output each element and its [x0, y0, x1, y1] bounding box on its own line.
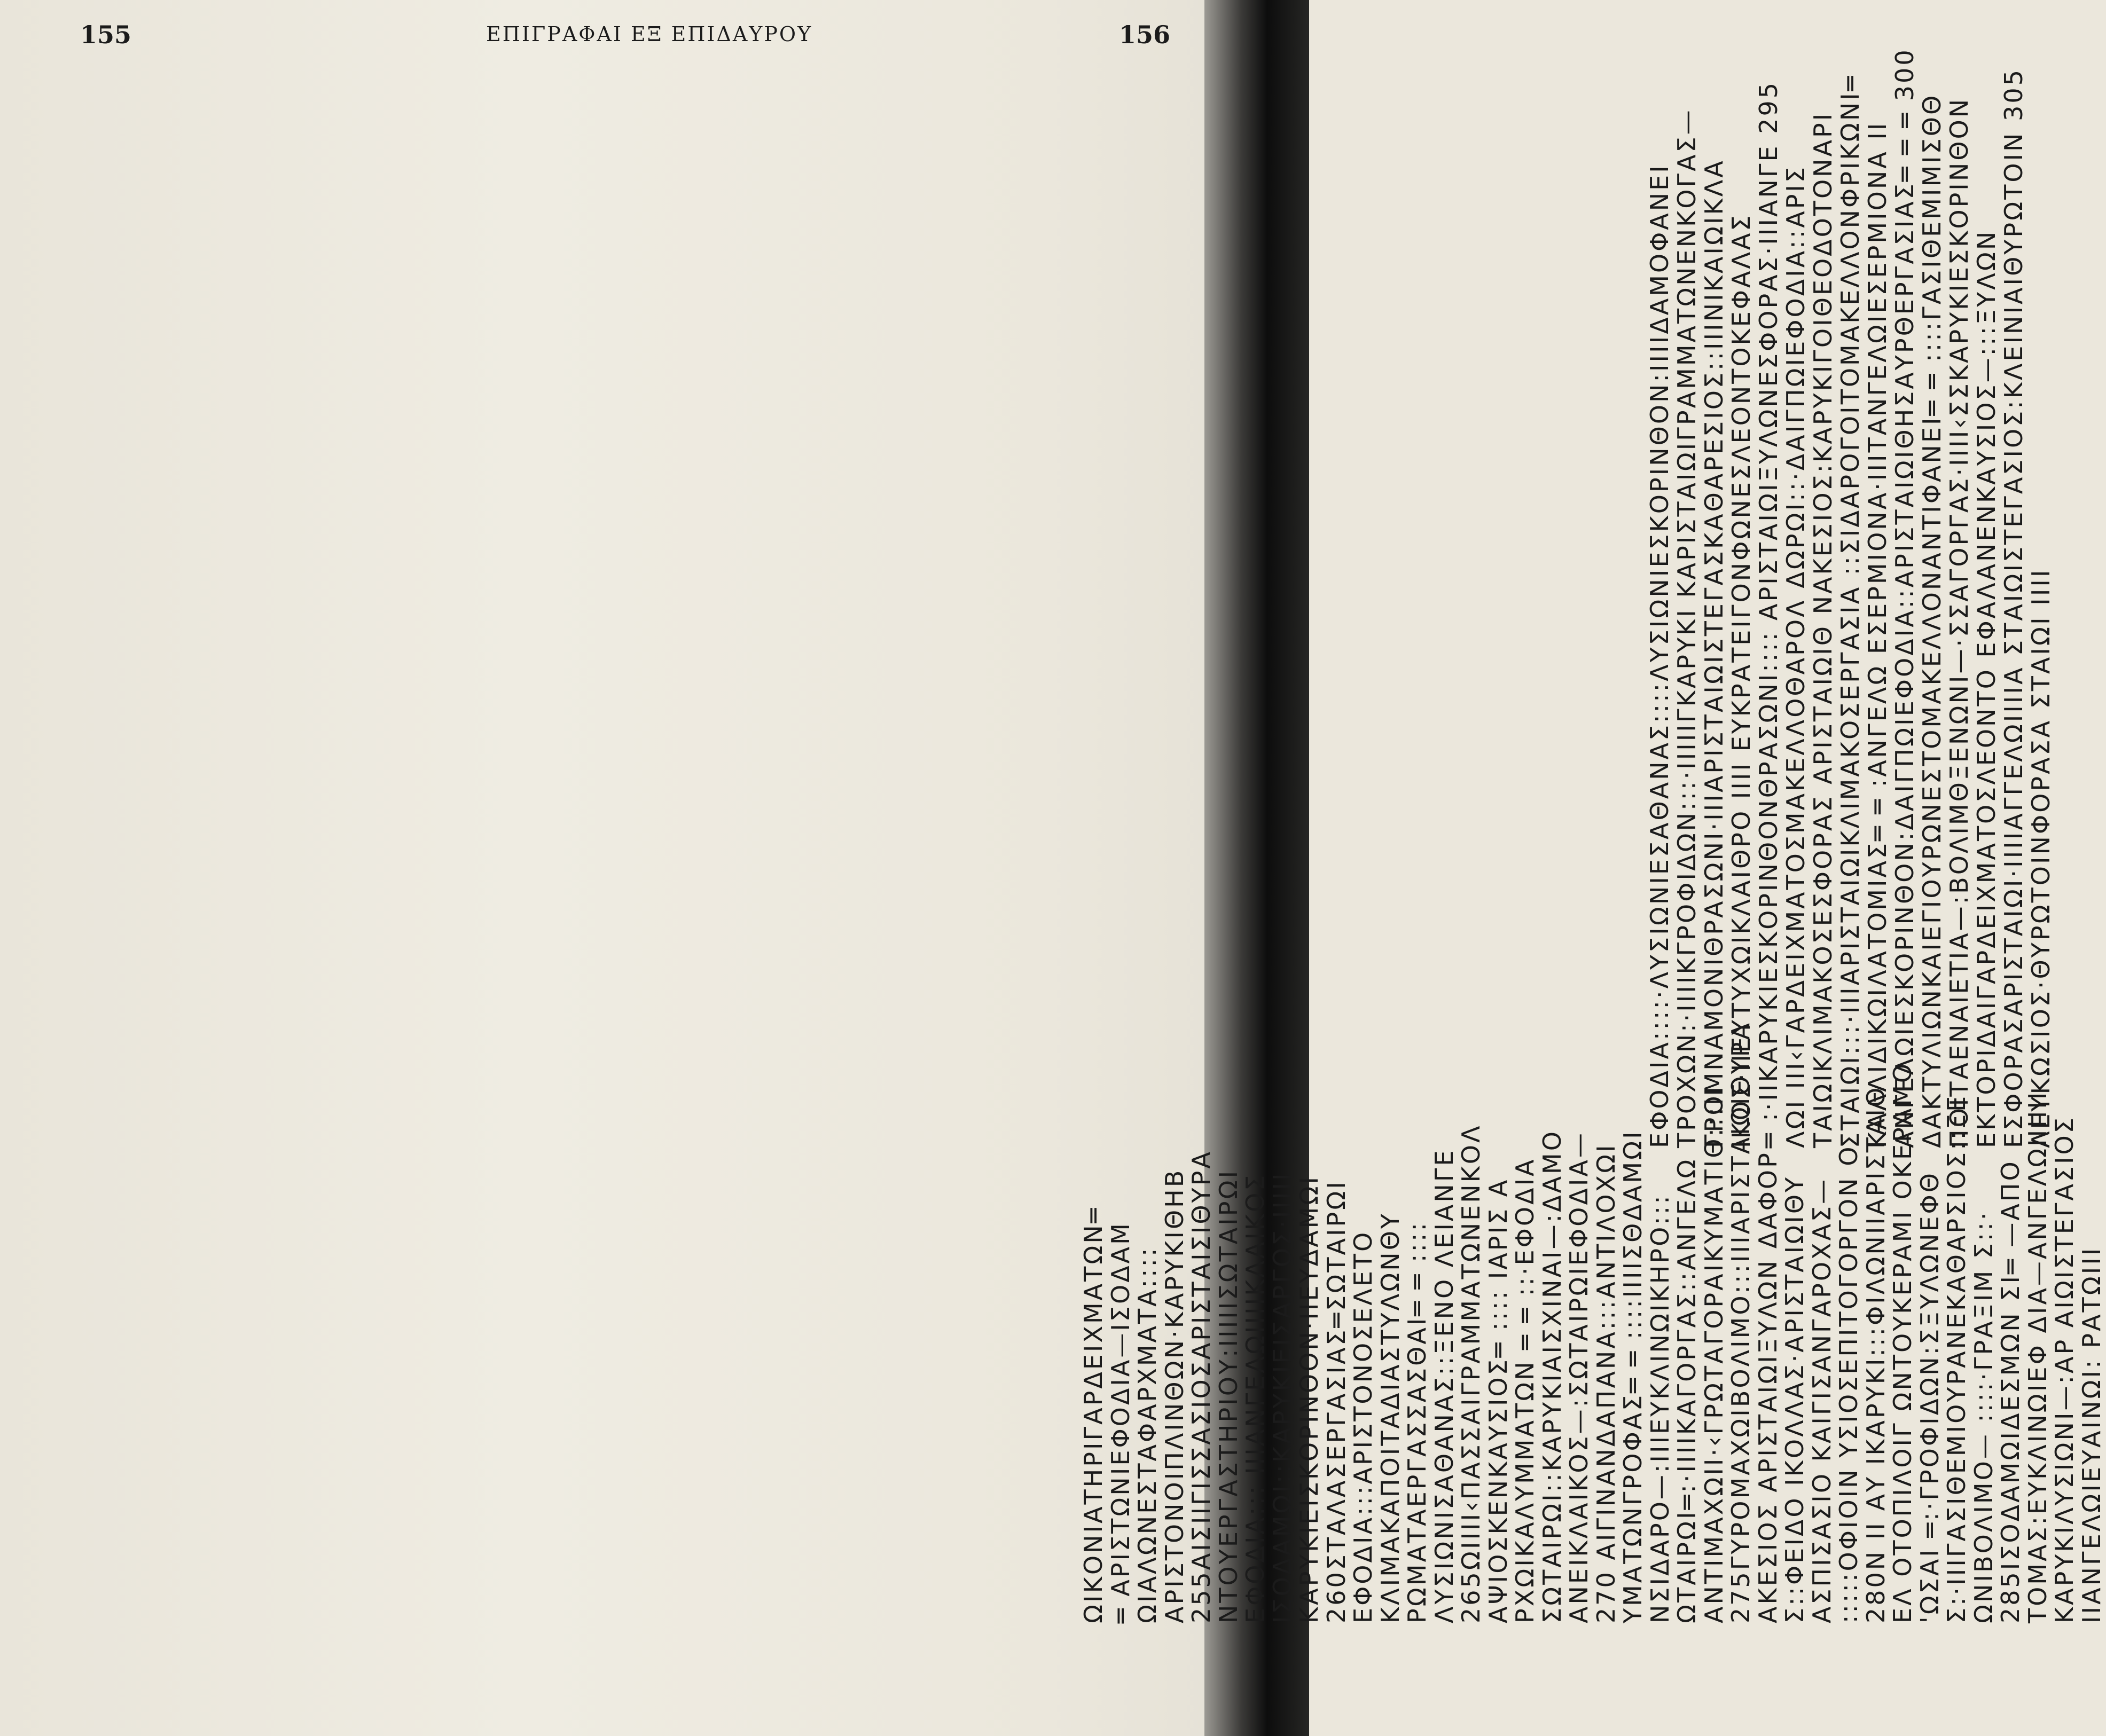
inscription-line: ΑΣΠΙΣΑΣΙΟ ΚΑΙΓΙΣΑΝΓΑΡΟΧΑΣ—	[1807, 1177, 1836, 1623]
inscription-line: ΛΩΙ ΙΙΙ‹ΓΑΡΔΕΙΧΜΑΤΟΣΜΑΚΕΛΛΟΘΑΡΟΛ ΔΩΡΩΙ::·ΔΑΙΓΠΩΙΕΦΟΔΙΑ::ΑΡΙΣ	[1781, 164, 1810, 1148]
page-number-right: 156	[1119, 20, 1171, 49]
inscription-line: Σ:·ΙΙΙΓΑΣΙΘΕΜΙΟΥΡΑΝΕΚΑΘΑΡΣΙΟΣ::ΞΕ	[1942, 1094, 1971, 1623]
inscription-line: ΡΩΜΑΤΑΕΡΓΑΣΣΑΣΘΑΙ═ ═ ::::	[1403, 1220, 1431, 1623]
inscription-line: :::::ΟΦΙΟΙΝ ΥΣΙΟΣΕΠΙΤΟΓΟΡΓΟΝ Ο	[1834, 1144, 1863, 1623]
page-number-left: 155	[80, 20, 132, 49]
inscription-line: ΙΣΟΔΑΜΩΙ::ΚΑΡΥΚΙΕΙΣΑΡΓΟΣ·ΙΙΙΙΙ	[1267, 1171, 1297, 1623]
inscription-line: ΙΚΟΣ·ΙΙΕΥΤΥΧΩΙΚΛΑΙΘΡΟ ΙΙΙΙ ΕΥΚΡΑΤΕΙΓΟΝΦΩΝΕΣΛΕΟΝΤΟΚΕΦΑΛΑΣ	[1727, 213, 1756, 1148]
inscription-line: ΥΜΑΤΩΝΓΡΟΦΑΣ═ ═ ::::ΙΙΙΙΣΘΔΑΜΩΙ	[1618, 1129, 1647, 1623]
inscription-line: ΤΟΜΑΣ:ΕΥΚΛΙΝΩΙΕΦ ΔΙΑ—ΑΝΓΕΛΩΙΙΙΙΙΙ	[2023, 1090, 2052, 1623]
inscription-line: 270 ΑΙΓΙΝΑΝΔΑΠΑΝΑ:::ΑΝΤΙΛΟΧΩΙ	[1591, 1143, 1620, 1623]
inscription-line: ΩΤΑΙΡΩΙ═:·ΙΙΙΙΚΑΓΟΡΓΑΣ::ΑΝΓΕΛΩ	[1672, 1157, 1701, 1623]
inscription-line: ΑΡΙΣΤΟΝΟΙΠΛΙΝΘΩΝ·ΚΑΡΥΚΙΘΗΒ	[1160, 1168, 1189, 1623]
running-head: ΕΠΙΓΡΑΦΑΙ ΕΞ ΕΠΙΔΑΥΡΟΥ	[486, 22, 813, 46]
inscription-line: ΑΨΙΟΣΚΕΝΚΑΥΣΙΟΣ═ :::: ΙΑΡΙΣ Α	[1483, 1177, 1513, 1623]
inscription-line: ΠΟΙΤΑΕΝΑΙΕΤΙΑ—:ΒΟΛΙΜΘΞΕΝΩΝΙ—·ΣΣΑΓΟΡΓΑΣ·ΙΙΙΙ‹ΣΣΚΑΡΥΚΙΕΣΚΟΡΙΝΘΟΝ	[1945, 97, 1974, 1148]
inscription-line: ΤΡΟΧΩΝ:·ΙΙΙΙΚΓΡΟΦΙΔΩΝ:::·ΙΙΙΙΙΓΚΑΡΥΚΙ ΚΑΡΙΣΤΑΙΩΙΓΡΑΜΜΑΤΩΝΕΝΚΟΓΑΣ—	[1672, 108, 1701, 1148]
inscription-line: ΩΙΚΟΝΙΑΤΗΡΙΓΑΡΔΕΙΧΜΑΤΩΝ═	[1079, 1206, 1108, 1623]
inscription-line: 'ΩΣΑΙ ═:·ΓΡΟΦΙΔΩΝ:ΣΞΥΛΩΝΕΦΘ	[1915, 1171, 1944, 1623]
inscription-line: ΛΥΣΙΩΝΙΣΑΘΑΝΑΣ::ΞΕΝΟ ΛΕΙΑΝΓΕ	[1429, 1148, 1459, 1623]
inscription-line: ΑΝΤΙΜΑΧΩΙΙ·‹ΓΡΩΤΑΓΟΡΑΙΚΥΜΑΤΙΘ:::ΙΙ	[1699, 1086, 1728, 1623]
inscription-line: ΑΝΓΕΛΩΙΕΣΚΟΡΙΝΘΟΝ:ΔΑΙΓΠΩΙΕΦΟΔΙΑ::ΑΡΙΣΤΑΙΩΙΘΗΣΑΥΡΘΕΡΓΑΣΙΑΣ═ ═ ═ 300	[1890, 48, 1919, 1148]
inscription-line: ΚΛΙΜΑΚΑΠΟΙΤΑΔΙΑΣΤΥΛΩΝΘΥ	[1375, 1211, 1405, 1623]
inscription-line: ΝΤΟΥΕΡΓΑΣΤΗΡΙΟΥ:ΙΙΙΙΙΣΩΤΑΙΡΩΙ	[1214, 1168, 1243, 1623]
inscription-line: ΡΧΩΙΚΑΛΥΜΜΑΤΩΝ ═ ═ ::·ΕΦΟΔΙΑ	[1510, 1157, 1539, 1623]
inscription-line: ΙΙΑΝΓΕΛΩΙΕΥΑΙΝΩΙ: ΡΑΤΩΙΙΙ	[2077, 1246, 2106, 1623]
inscription-line: ΕΚΤΟΡΙΔΑΙΓΑΡΔΕΙΧΜΑΤΟΣΛΕΟΝΤΟ ΕΦΑΛΑΝΕΝΚΑΥΣΙΟΣ—:::ΞΥΛΩΝ	[1972, 229, 2001, 1148]
inscription-line: 260ΣΤΑΛΑΣΕΡΓΑΣΙΑΣ═ΣΩΤΑΙΡΩΙ	[1321, 1180, 1351, 1623]
inscription-line: ΕΣΦΟΡΑΣΑΡΙΣΤΑΙΩΙ·ΙΙΙΙΑΓΓΕΛΩΙΙΙΙΑ ΣΤΑΙΩΙΣΤΕΓΑΣΙΟΣ:ΚΛΕΙΝΙΑΙΘΥΡΩΤΟΙΝ 305	[1999, 68, 2028, 1148]
inscription-line: 255ΑΙΣΙΙΓΙΣΣΑΣΙΟΣΑΡΙΣΤΑΙΣΙΘΥΡΑ	[1187, 1150, 1216, 1623]
inscription-line: ΛΕΥΚΩΣΙΟΣ·ΘΥΡΩΤΟΙΝΦΟΡΑΣΑ ΣΤΑΙΩΙ ΙΙΙΙ	[2026, 568, 2055, 1148]
inscription-line: ΕΦΟΔΙΑ::::·ΛΥΣΙΩΝΙΕΣΑΘΑΝΑΣ::::ΛΥΣΙΩΝΙΕΣΚΟΡΙΝΘΟΝ:ΙΙΙΙΔΑΜΟΦΑΝΕΙ	[1645, 163, 1674, 1148]
inscription-line: ═ ΑΡΙΣΤΩΝΙΕΦΟΔΙΑ—ΙΣΟΔΑΜ	[1106, 1221, 1135, 1623]
inscription-line: ΕΛ ΟΤΟΠΙΛΟΙΓ ΩΝΤΟΥΚΕΡΑΜΙ ΟΚΕΡΑΜΟ	[1888, 1061, 1917, 1623]
inscription-line: ΑΚΕΣΙΟΣ ΑΡΙΣΤΑΙΩΙΞΥΛΩΝ ΔΑΦΟΡ	[1753, 1151, 1782, 1623]
inscription-line: Σ::ΦΕΙΔΟ ΙΚΟΛΛΑΣ·ΑΡΙΣΤΑΙΩΙΘΥ	[1780, 1175, 1809, 1623]
inscription-line: ΩΝΙΒΟΛΙΜΟ— ::::·ΓΡΑΞΙΜ Σ::·	[1969, 1210, 1998, 1623]
inscription-line: ΔΑΚΤΥΛΙΩΝΚΑΙΕΓΙΟΥΡΩΝΕΣΤΟΜΑΚΕΛΛΟΝΑΝΤΙΦΑΝΕΙ═ ═ ::::ΓΑΣΙΘΕΜΙΜΙΣΘΘ	[1917, 93, 1946, 1148]
inscription-line: ΕΦΟΔΙΑ::: ΙΙΙΑΝΓΕΛΩΙΙΙΙΚΛΑΙΚΟΣ	[1241, 1173, 1270, 1623]
inscription-line: ΓΡΟΜΝΑΜΟΝΙΘΡΑΣΩΝΙ·ΙΙΙΑΡΙΣΤΑΙΩΙΣΤΕΓΑΣΚΑΘΑΡΕΣΙΟΣ::ΙΙΙΝΙΚΑΙΩΙΚΛΑ	[1700, 159, 1728, 1148]
inscription-line: 275ΓΥΡΟΜΑΧΩΙΒΟΛΙΜΟ:::ΙΙΙΑΡΙΣΤΑΙΩΙΘΥΡΑ	[1726, 1021, 1755, 1623]
inscription-line: ΤΑΙΩΙΚΛΙΜΑΚΟΣΕΣΦΟΡΑΣ ΑΡΙΣΤΑΙΩΙΘ ΝΑΚΕΣΙΟΣ:ΚΑΡΥΚΙΓΟΙΘΕΟΔΟΤΟΝΑΡΙ	[1809, 111, 1837, 1148]
inscription-line: 265ΩΙΙΙΙ‹ΠΑΣΣΑΙΓΡΑΜΜΑΤΩΝΕΝΚΟΛ	[1457, 1124, 1485, 1623]
inscription-line: ΝΣΙΔΑΡΟ—:ΙΙΙΕΥΚΛΙΝΩΙΚΗΡΟ:::	[1645, 1193, 1674, 1623]
inscription-line: ΣΩΤΑΙΡΩΙ::ΚΑΡΥΚΙΑΙΣΧΙΝΑΙ—:ΔΑΜΟ	[1537, 1129, 1567, 1623]
inscription-line: ΩΙΑΛΩΝΕΣΤΑΦΑΡΧΜΑΤΑ::::	[1133, 1246, 1162, 1623]
inscription-line: ΚΑΡΥΚΙΛΥΣΙΩΝΙ—:ΑΡ ΑΙΩΙΣΤΕΓΑΣΙΟΣ	[2050, 1116, 2079, 1623]
inscription-line: ΣΤΑΙΩΙ:::·ΙΙΙΑΡΙΣΤΑΙΩΙΚΛΙΜΑΚΟΣΕΡΓΑΣΙΑ ::ΣΙΔΑΡΟΓΟΙΤΟΜΑΚΕΛΛΟΝΦΡΙΚΩΝΙ═	[1836, 74, 1865, 1148]
rotated-inscription-text	[1068, 48, 2106, 1629]
inscription-line: 280Ν ΙΙ ΑΥ ΙΚΑΡΥΚΙ:::ΦΙΛΩΝΙΙΑΡΙΣΤΑΙΘ	[1861, 1085, 1890, 1623]
inscription-line: ΕΦΟΔΙΑ:::ΑΡΙΣΤΟΝΟΣΕΛΕΤΟ	[1349, 1230, 1377, 1623]
inscription-line: ΑΝΕΙΚΛΑΙΚΟΣ—:ΣΩΤΑΙΡΩΙΕΦΟΔΙΑ—	[1564, 1131, 1593, 1623]
inscription-line: 285ΙΣΟΔΑΜΩΙΔΕΣΜΩΝ ΣΙ═ —ΑΠΟ	[1996, 1159, 2025, 1623]
inscription-line: ═ :·ΙΙΚΑΡΥΚΙΕΣΚΟΡΙΝΘΟΝΘΡΑΣΩΝΙ:::: ΑΡΙΣΤΑΙΩΙΞΥΛΩΝΕΣΦΟΡΑΣ·ΙΙΙΑΝΓΕ 295	[1754, 80, 1783, 1148]
inscription-line: ΚΑΛΛΙΔΙΚΩΙΛΑΤΟΜΙΑΣ═ ═ :ΑΝΓΕΛΩ ΕΣΕΡΜΙΟΝΑ·ΙΙΙΤΑΝΓΕΛΩΙΕΣΕΡΜΙΟΝΑ ΙΙ	[1863, 121, 1892, 1148]
inscription-line: ΚΑΡΥΚΙΕΙΣΚΟΡΙΝΘΟΝ·ΙΙΕΥΔΑΜΩΙ	[1295, 1174, 1324, 1623]
